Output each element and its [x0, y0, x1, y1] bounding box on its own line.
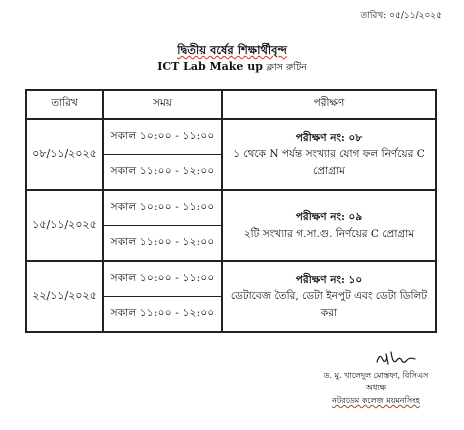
experiment-description: ২টি সংখ্যার গ.সা.গু. নির্ণয়ের C প্রোগ্রাম	[243, 227, 415, 240]
row-time-slot: সকাল ১১:০০ - ১২:০০	[103, 297, 222, 333]
document-date: তারিখ: ০৫/১১/২০২৫	[360, 11, 442, 21]
row-experiment	[222, 190, 436, 261]
experiment-description: ১ থেকে N পর্যন্ত সংখ্যার যোগ ফল নির্ণয়ের C প্রোগ্রাম	[233, 148, 425, 177]
row-date: ০৮/১১/২০২৫	[26, 119, 103, 190]
signature-block	[300, 370, 452, 407]
table-row	[26, 261, 436, 297]
header-experiment: পরীক্ষণ	[222, 90, 436, 119]
row-experiment	[222, 261, 436, 332]
row-experiment	[222, 119, 436, 190]
row-date: ১৫/১১/২০২৫	[26, 190, 103, 261]
header-date: তারিখ	[26, 90, 103, 119]
table-row	[26, 119, 436, 155]
subtitle-routine: ক্লাস রুটিন	[266, 62, 307, 73]
signer-name: ড. মু. খালেদুল মোস্তফা, বিসিএস	[323, 371, 429, 380]
experiment-title: পরীক্ষণ নং: ০৯	[295, 211, 363, 224]
experiment-description: ডেটাবেজ তৈরি, ডেটা ইনপুট এবং ডেটা ডিলিট করা	[230, 290, 428, 319]
row-time-slot: সকাল ১০:০০ - ১১:০০	[103, 190, 222, 226]
row-time-slot: সকাল ১১:০০ - ১২:০০	[103, 226, 222, 262]
row-time-slot: সকাল ১১:০০ - ১২:০০	[103, 155, 222, 191]
row-time-slot: সকাল ১০:০০ - ১১:০০	[103, 261, 222, 297]
header-time: সময়	[103, 90, 222, 119]
subtitle-course: ICT Lab Make up	[157, 60, 263, 73]
document-subtitle	[0, 60, 464, 76]
signer-title: অধ্যক্ষ	[365, 383, 387, 393]
row-date: ২২/১১/২০২৫	[26, 261, 103, 332]
routine-table	[25, 89, 437, 333]
table-header-row	[26, 90, 436, 119]
handwritten-signature	[374, 348, 418, 372]
document-title	[0, 42, 464, 61]
table-row	[26, 190, 436, 226]
experiment-title: পরীক্ষণ নং: ০৮	[295, 132, 363, 145]
experiment-title: পরীক্ষণ নং: ১০	[295, 274, 363, 287]
title-line-1: দ্বিতীয় বর্ষের শিক্ষার্থীবৃন্দ	[177, 43, 287, 57]
institution-name: নটরডেম কলেজ ময়মনসিংহ	[332, 395, 420, 405]
row-time-slot: সকাল ১০:০০ - ১১:০০	[103, 119, 222, 155]
